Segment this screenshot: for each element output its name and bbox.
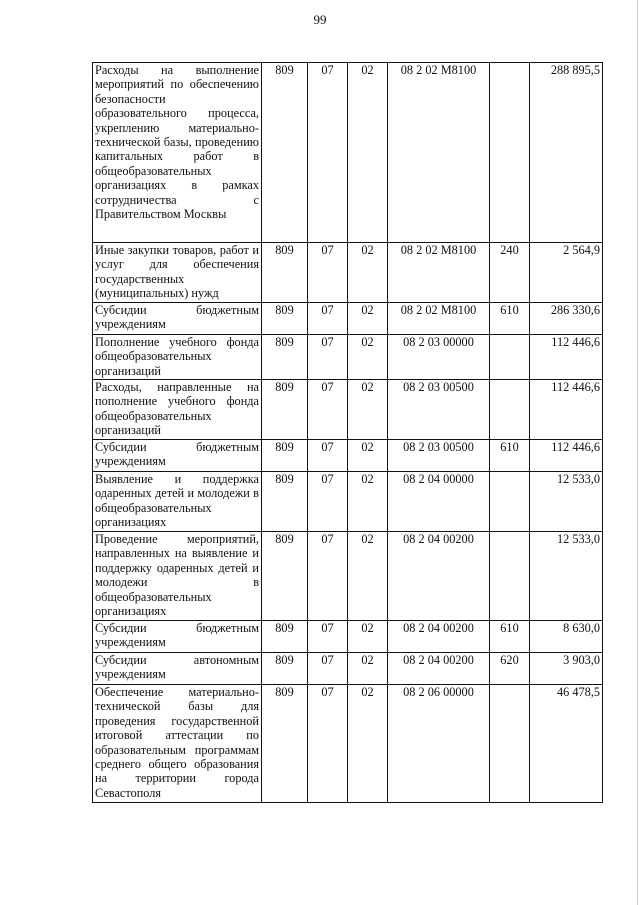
page-edge xyxy=(637,0,638,905)
cell-subsection: 02 xyxy=(348,243,388,303)
cell-target: 08 2 04 00000 xyxy=(388,472,490,532)
cell-subsection: 02 xyxy=(348,335,388,380)
cell-section: 07 xyxy=(308,653,348,685)
cell-section: 07 xyxy=(308,303,348,335)
cell-target: 08 2 06 00000 xyxy=(388,685,490,803)
cell-name: Обеспечение материально-технической базы для проведения государственной итоговой аттестации по образовательным программам среднего общего образования на территории города Севастополя xyxy=(93,685,262,803)
cell-subsection: 02 xyxy=(348,303,388,335)
cell-ministry: 809 xyxy=(262,532,308,621)
cell-subsection: 02 xyxy=(348,440,388,472)
table-row xyxy=(93,621,603,653)
cell-name: Субсидии бюджетным учреждениям xyxy=(93,303,262,335)
table-row xyxy=(93,685,603,803)
cell-name: Иные закупки товаров, работ и услуг для обеспечения государственных (муниципальных) нужд xyxy=(93,243,262,303)
cell-name: Расходы на выполнение мероприятий по обеспечению безопасности образовательного процесса, укреплению материально-технической базы, проведению капитальных работ в общеобразовательных организациях в рамках сотрудничества с Правительством Москвы xyxy=(93,63,262,243)
cell-target: 08 2 02 М8100 xyxy=(388,303,490,335)
cell-amount: 286 330,6 xyxy=(530,303,603,335)
cell-ministry: 809 xyxy=(262,335,308,380)
cell-ministry: 809 xyxy=(262,440,308,472)
cell-amount: 2 564,9 xyxy=(530,243,603,303)
cell-subsection: 02 xyxy=(348,380,388,440)
cell-name: Пополнение учебного фонда общеобразовательных организаций xyxy=(93,335,262,380)
cell-name: Расходы, направленные на пополнение учебного фонда общеобразовательных организаций xyxy=(93,380,262,440)
table-row xyxy=(93,335,603,380)
cell-expense-type xyxy=(490,380,530,440)
cell-ministry: 809 xyxy=(262,472,308,532)
cell-section: 07 xyxy=(308,440,348,472)
cell-subsection: 02 xyxy=(348,685,388,803)
cell-expense-type xyxy=(490,685,530,803)
cell-target: 08 2 04 00200 xyxy=(388,621,490,653)
cell-amount: 112 446,6 xyxy=(530,335,603,380)
cell-name: Субсидии бюджетным учреждениям xyxy=(93,621,262,653)
cell-section: 07 xyxy=(308,63,348,243)
cell-name: Субсидии бюджетным учреждениям xyxy=(93,440,262,472)
cell-amount: 112 446,6 xyxy=(530,380,603,440)
table-row xyxy=(93,440,603,472)
cell-ministry: 809 xyxy=(262,653,308,685)
cell-ministry: 809 xyxy=(262,303,308,335)
cell-ministry: 809 xyxy=(262,243,308,303)
table-row xyxy=(93,243,603,303)
cell-expense-type: 620 xyxy=(490,653,530,685)
cell-target: 08 2 03 00500 xyxy=(388,440,490,472)
cell-section: 07 xyxy=(308,380,348,440)
cell-ministry: 809 xyxy=(262,685,308,803)
cell-subsection: 02 xyxy=(348,532,388,621)
table-row xyxy=(93,303,603,335)
cell-amount: 112 446,6 xyxy=(530,440,603,472)
cell-subsection: 02 xyxy=(348,472,388,532)
cell-subsection: 02 xyxy=(348,63,388,243)
cell-target: 08 2 04 00200 xyxy=(388,653,490,685)
cell-section: 07 xyxy=(308,621,348,653)
table-row xyxy=(93,653,603,685)
cell-subsection: 02 xyxy=(348,621,388,653)
cell-expense-type xyxy=(490,335,530,380)
cell-name: Выявление и поддержка одаренных детей и молодежи в общеобразовательных организациях xyxy=(93,472,262,532)
cell-expense-type xyxy=(490,63,530,243)
cell-target: 08 2 03 00000 xyxy=(388,335,490,380)
cell-ministry: 809 xyxy=(262,380,308,440)
cell-name: Проведение мероприятий, направленных на выявление и поддержку одаренных детей и молодежи в общеобразовательных организациях xyxy=(93,532,262,621)
page-number: 99 xyxy=(313,12,327,27)
cell-section: 07 xyxy=(308,335,348,380)
cell-amount: 3 903,0 xyxy=(530,653,603,685)
cell-ministry: 809 xyxy=(262,621,308,653)
table-row xyxy=(93,472,603,532)
cell-section: 07 xyxy=(308,685,348,803)
table-row xyxy=(93,532,603,621)
cell-expense-type: 610 xyxy=(490,621,530,653)
cell-expense-type xyxy=(490,532,530,621)
cell-name: Субсидии автономным учреждениям xyxy=(93,653,262,685)
cell-amount: 12 533,0 xyxy=(530,472,603,532)
cell-target: 08 2 04 00200 xyxy=(388,532,490,621)
cell-amount: 12 533,0 xyxy=(530,532,603,621)
cell-target: 08 2 02 М8100 xyxy=(388,63,490,243)
cell-amount: 288 895,5 xyxy=(530,63,603,243)
cell-amount: 46 478,5 xyxy=(530,685,603,803)
table-row xyxy=(93,63,603,243)
cell-ministry: 809 xyxy=(262,63,308,243)
table-row xyxy=(93,380,603,440)
cell-target: 08 2 02 М8100 xyxy=(388,243,490,303)
cell-expense-type xyxy=(490,472,530,532)
cell-expense-type: 610 xyxy=(490,440,530,472)
cell-subsection: 02 xyxy=(348,653,388,685)
cell-section: 07 xyxy=(308,243,348,303)
budget-table xyxy=(92,62,603,803)
cell-expense-type: 240 xyxy=(490,243,530,303)
cell-expense-type: 610 xyxy=(490,303,530,335)
cell-target: 08 2 03 00500 xyxy=(388,380,490,440)
cell-section: 07 xyxy=(308,532,348,621)
cell-amount: 8 630,0 xyxy=(530,621,603,653)
cell-section: 07 xyxy=(308,472,348,532)
